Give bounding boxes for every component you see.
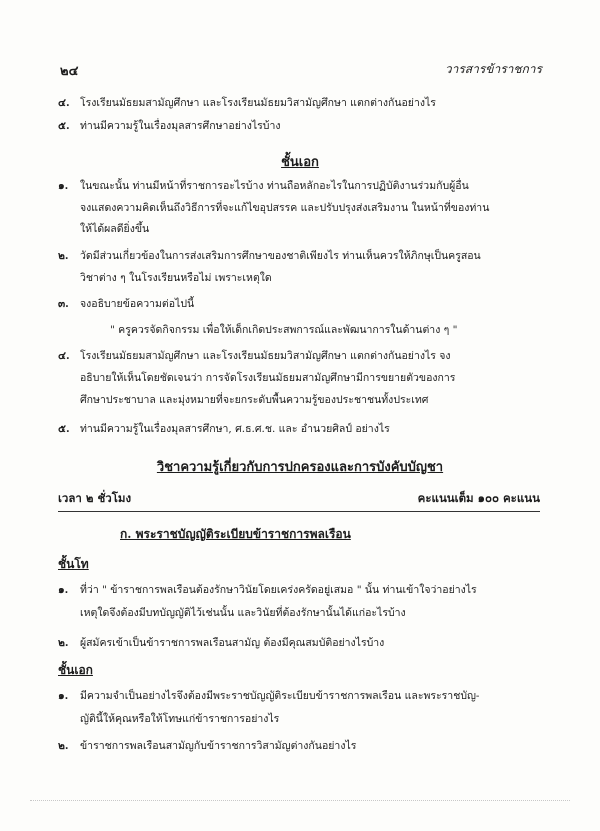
question-item [58, 349, 451, 363]
level-heading: ชั้นเอก [281, 155, 319, 170]
question-number: ๑. [58, 690, 69, 702]
question-text: ผู้สมัครเข้าเป็นข้าราชการพลเรือนสามัญ ต้องมีคุณสมบัติอย่างไรบ้าง [80, 637, 385, 649]
exam-score: คะแนนเต็ม ๑๐๐ คะแนน [417, 491, 540, 505]
level-heading: ชั้นโท [58, 557, 89, 571]
question-text-cont: อธิบายให้เห็นโดยชัดเจนว่า การจัดโรงเรียนมัธยมสามัญศึกษามีการขยายตัวของการ [80, 372, 456, 384]
question-item [58, 739, 356, 753]
question-item [58, 179, 469, 193]
question-number: ๔. [58, 350, 70, 362]
question-item [58, 636, 384, 650]
question-text-cont: เหตุใดจึงต้องมีบทบัญญัติไว้เช่นนั้น และวินัยที่ต้องรักษานั้นได้แก่อะไรบ้าง [80, 607, 406, 619]
question-number: ๑. [58, 180, 69, 192]
question-text-cont: ให้ได้ผลดียิ่งขึ้น [80, 223, 150, 235]
question-number: ๒. [58, 740, 69, 752]
question-text: วัดมีส่วนเกี่ยวข้องในการส่งเสริมการศึกษาของชาติเพียงไร ท่านเห็นควรให้ภิกษุเป็นครูสอน [80, 250, 481, 262]
question-text: ในขณะนั้น ท่านมีหน้าที่ราชการอะไรบ้าง ท่านถือหลักอะไรในการปฏิบัติงานร่วมกับผู้อื่น [80, 180, 469, 192]
question-item [58, 689, 479, 703]
question-text: ที่ว่า " ข้าราชการพลเรือนต้องรักษาวินัยโดยเคร่งครัดอยู่เสมอ " นั้น ท่านเข้าใจว่าอย่างไร [80, 584, 477, 596]
question-text: ท่านมีความรู้ในเรื่องมุลสารศึกษา, ศ.ธ.ศ.ช. และ อำนวยศิลป์ อย่างไร [80, 423, 390, 435]
question-text: โรงเรียนมัธยมสามัญศึกษา และโรงเรียนมัธยมวิสามัญศึกษา แตกต่างกันอย่างไร จง [80, 350, 451, 362]
question-text-cont: จงแสดงความคิดเห็นถึงวิธีการที่จะแก้ไขอุปสรรค และปรับปรุงส่งเสริมงาน ในหน้าที่ของท่าน [80, 202, 490, 214]
question-text: ข้าราชการพลเรือนสามัญกับข้าราชการวิสามัญต่างกันอย่างไร [80, 740, 357, 752]
question-item [58, 96, 436, 110]
question-item [58, 249, 481, 263]
question-text: จงอธิบายข้อความต่อไปนี้ [80, 298, 195, 310]
question-number: ๓. [58, 298, 69, 310]
part-heading: ก. พระราชบัญญัติระเบียบข้าราชการพลเรือน [120, 527, 351, 541]
exam-time: เวลา ๒ ชั่วโมง [58, 491, 132, 505]
divider-line [58, 511, 540, 512]
question-number: ๒. [58, 637, 69, 649]
quoted-statement: " ครูควรจัดกิจกรรม เพื่อให้เด็กเกิดประสพการณ์และพัฒนาการในด้านต่าง ๆ " [110, 324, 458, 336]
question-item [58, 297, 194, 311]
level-heading: ชั้นเอก [58, 663, 93, 677]
question-text: โรงเรียนมัธยมสามัญศึกษา และโรงเรียนมัธยมวิสามัญศึกษา แตกต่างกันอย่างไร [80, 97, 436, 109]
question-text-cont: ญัตินี้ให้คุณหรือให้โทษแก่ข้าราชการอย่างไร [80, 713, 280, 725]
journal-title: วารสารข้าราชการ [444, 62, 542, 76]
question-number: ๕. [58, 120, 70, 132]
question-number: ๒. [58, 250, 69, 262]
question-text-cont: วิชาต่าง ๆ ในโรงเรียนหรือไม่ เพราะเหตุใด [80, 272, 272, 284]
subject-title: วิชาความรู้เกี่ยวกับการปกครองและการบังคับบัญชา [156, 460, 444, 475]
question-number: ๔. [58, 97, 70, 109]
scan-noise [30, 800, 570, 802]
question-text: มีความจำเป็นอย่างไรจึงต้องมีพระราชบัญญัติระเบียบข้าราชการพลเรือน และพระราชบัญ- [80, 690, 480, 702]
question-item [58, 583, 477, 597]
question-number: ๑. [58, 584, 69, 596]
question-item [58, 422, 390, 436]
question-item [58, 119, 281, 133]
question-number: ๕. [58, 423, 70, 435]
question-text: ท่านมีความรู้ในเรื่องมุลสารศึกษาอย่างไรบ้าง [80, 120, 281, 132]
question-text-cont: ศึกษาประชาบาล และมุ่งหมายที่จะยกระดับพื้นความรู้ของประชาชนทั้งประเทศ [80, 394, 429, 406]
page-number: ๒๔ [60, 64, 79, 79]
